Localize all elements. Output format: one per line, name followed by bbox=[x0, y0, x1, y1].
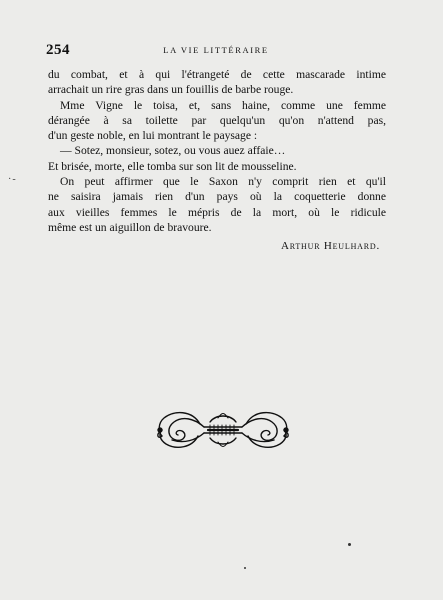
text-line: — Sotez, monsieur, sotez, ou vous auez affaie… bbox=[60, 144, 286, 158]
page-number: 254 bbox=[46, 42, 70, 58]
text-line: du combat, et à qui l'étrangeté de cette mascarade intime bbox=[48, 68, 386, 81]
text-line: arrachait un rire gras dans un fouillis de barbe rouge. bbox=[48, 83, 294, 97]
text-line: Et brisée, morte, elle tomba sur son lit de mousseline. bbox=[48, 159, 297, 173]
text-line: ne saisira jamais rien d'un pays où la coquetterie donne bbox=[48, 190, 386, 204]
paper-speck bbox=[244, 567, 246, 569]
text-line: On peut affirmer que le Saxon n'y comprit rien et qu'il bbox=[60, 175, 386, 189]
body-text bbox=[48, 67, 386, 235]
text-line: d'un geste noble, en lui montrant le paysage : bbox=[48, 129, 258, 143]
text-line: aux vieilles femmes le mépris de la mort, où le ridicule bbox=[48, 205, 386, 219]
running-title: LA VIE LITTÉRAIRE bbox=[163, 45, 269, 55]
paper-speck bbox=[348, 543, 351, 546]
ornament-icon bbox=[154, 400, 292, 460]
text-line: Mme Vigne le toisa, et, sans haine, comme une femme bbox=[60, 98, 386, 112]
author-signature: Arthur Heulhard. bbox=[280, 240, 380, 252]
margin-mark: ·- bbox=[8, 174, 17, 185]
text-line: dérangée à sa toilette par quelqu'un qu'on n'attend pas, bbox=[48, 113, 386, 127]
text-line: même est un aiguillon de bravoure. bbox=[48, 220, 212, 234]
page-header bbox=[46, 42, 386, 60]
